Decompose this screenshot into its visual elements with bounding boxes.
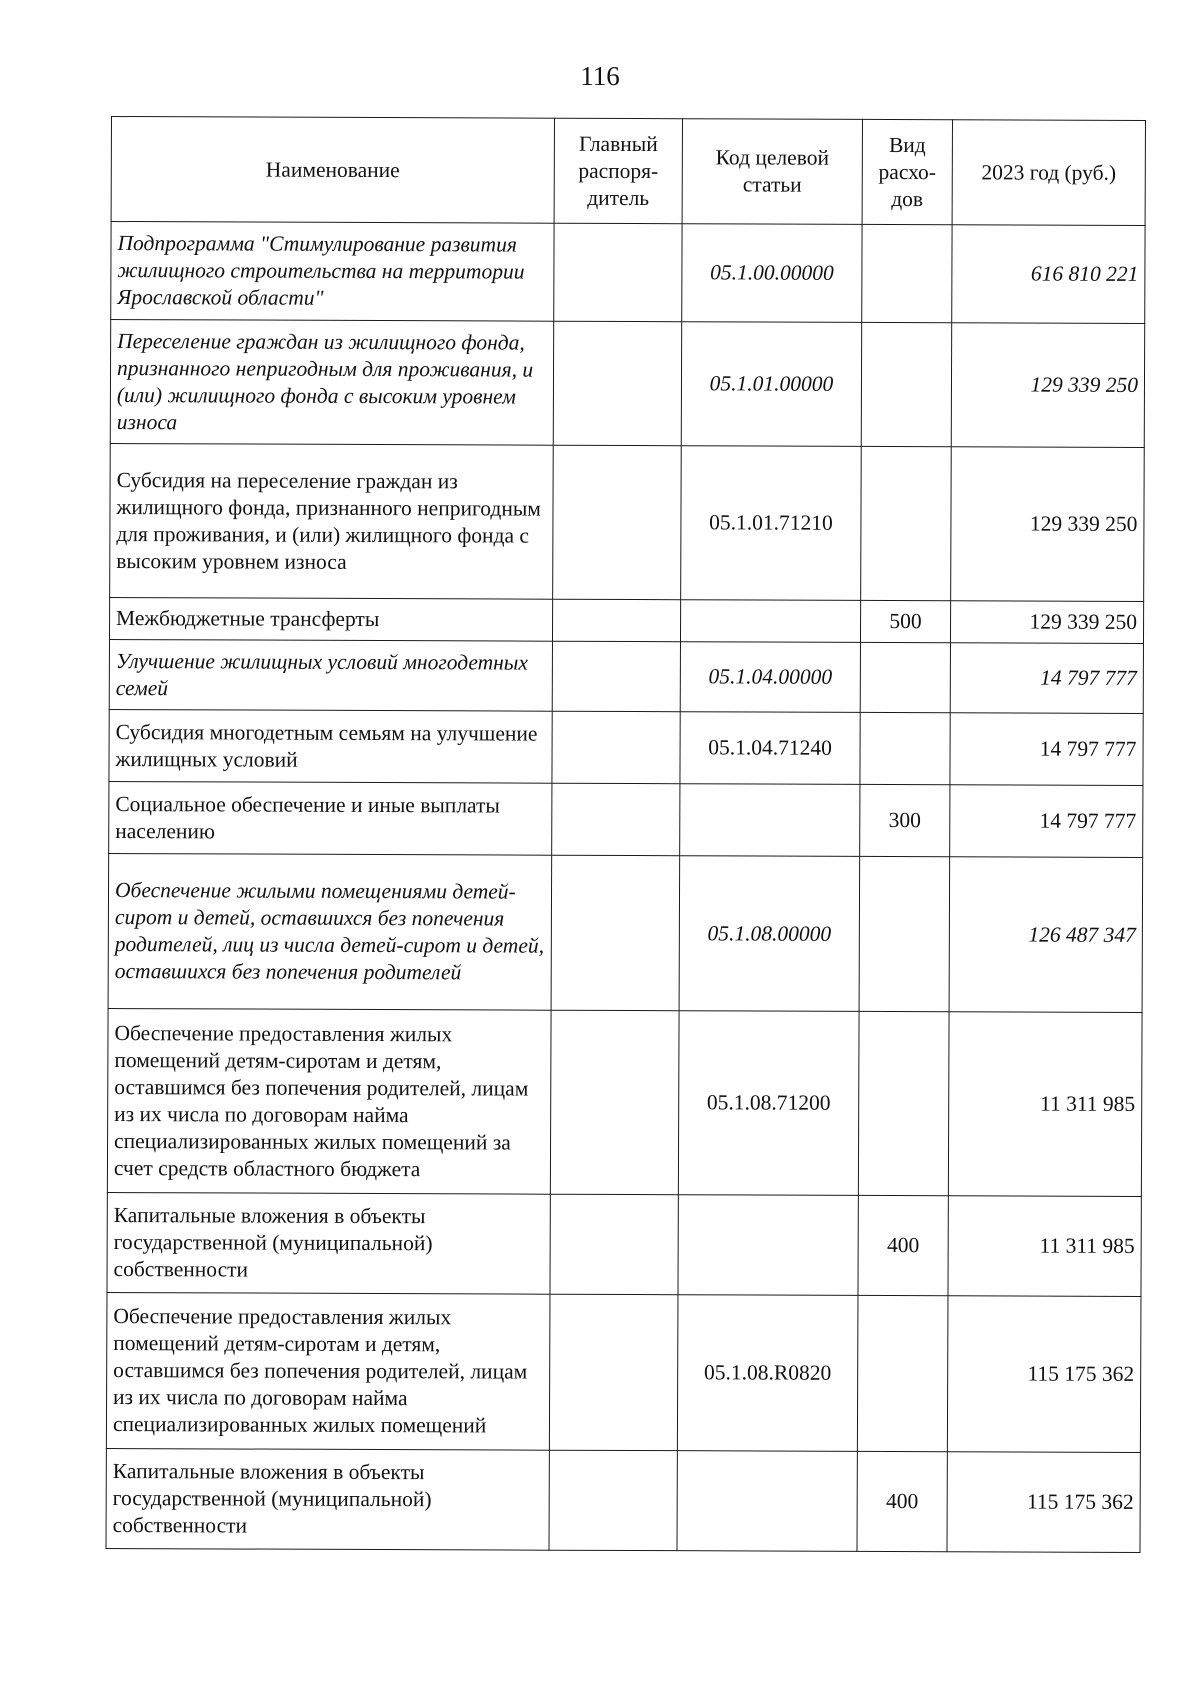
row-type — [858, 1011, 949, 1195]
header-row — [111, 117, 1145, 226]
row-name: Обеспечение предоставления жилых помещений детям-сиротам и детям, оставшимся без попечения родителей, лицам из их числа по договорам найма специализированных жилых помещений — [106, 1292, 550, 1450]
header-amount: 2023 год (руб.) — [952, 120, 1145, 226]
row-type: 300 — [860, 784, 950, 856]
table-row — [109, 781, 1143, 857]
row-name: Обеспечение жилыми помещениями детей-сирот и детей, оставшихся без попечения родителей, лиц из числа детей-сирот и детей, оставшихся без попечения родителей — [108, 853, 552, 1010]
row-amount: 129 339 250 — [951, 323, 1144, 448]
row-manager — [552, 783, 680, 855]
row-code: 05.1.01.00000 — [681, 322, 861, 447]
header-code: Код целевой статьи — [682, 119, 862, 225]
row-amount: 14 797 777 — [950, 785, 1143, 858]
row-amount: 115 175 362 — [947, 1296, 1141, 1453]
row-name: Обеспечение предоставления жилых помещений детям-сиротам и детям, оставшимся без попечения родителей, лицам из их числа по договорам найма специализированных жилых помещений за счет средств областного бюджета — [107, 1008, 551, 1194]
table-row — [108, 853, 1143, 1012]
row-amount: 14 797 777 — [950, 643, 1143, 714]
row-type: 500 — [860, 600, 950, 642]
row-type — [857, 1295, 948, 1451]
row-code: 05.1.00.00000 — [682, 224, 862, 323]
table-row — [107, 1192, 1141, 1296]
row-amount: 616 810 221 — [952, 225, 1145, 324]
row-type — [860, 712, 950, 784]
row-type — [861, 446, 952, 600]
row-name: Социальное обеспечение и иные выплаты населению — [109, 781, 552, 855]
table-row — [110, 320, 1144, 448]
row-amount: 11 311 985 — [948, 1012, 1142, 1197]
row-manager — [554, 223, 682, 321]
row-name: Подпрограмма "Стимулирование развития жилищного строительства на территории Ярославской области" — [111, 222, 554, 322]
row-type: 400 — [857, 1451, 947, 1551]
row-manager — [552, 599, 680, 641]
row-code: 05.1.08.71200 — [678, 1011, 859, 1196]
row-name: Субсидия многодетным семьям на улучшение жилищных условий — [109, 709, 552, 783]
row-manager — [552, 641, 680, 711]
row-amount: 11 311 985 — [948, 1196, 1141, 1297]
row-type — [860, 642, 950, 712]
row-amount: 115 175 362 — [947, 1452, 1140, 1553]
table-row — [110, 443, 1145, 601]
row-code: 05.1.04.71240 — [680, 712, 860, 785]
table-row — [107, 1008, 1142, 1196]
row-code: 05.1.08.R0820 — [677, 1295, 858, 1452]
page-number: 116 — [580, 61, 620, 91]
row-code — [680, 784, 860, 857]
table-row — [109, 709, 1143, 785]
row-name: Улучшение жилищных условий многодетных семей — [109, 639, 552, 711]
row-code: 05.1.04.00000 — [680, 642, 860, 713]
budget-table — [105, 116, 1145, 1553]
header-type: Вид расхо-дов — [862, 119, 952, 224]
row-type — [861, 322, 951, 446]
row-manager — [549, 1294, 678, 1450]
header-name: Наименование — [111, 117, 554, 224]
row-amount: 129 339 250 — [950, 601, 1143, 644]
row-code — [680, 600, 860, 643]
row-code — [678, 1195, 858, 1296]
row-amount: 126 487 347 — [949, 857, 1143, 1013]
row-manager — [553, 445, 682, 599]
row-code: 05.1.01.71210 — [681, 446, 862, 601]
row-amount: 14 797 777 — [950, 713, 1143, 786]
table-row — [111, 222, 1145, 324]
table-row — [109, 639, 1143, 713]
row-amount: 129 339 250 — [951, 447, 1145, 602]
row-type: 400 — [858, 1195, 948, 1295]
row-name: Субсидия на переселение граждан из жилищного фонда, признанного непригодным для проживания, и (или) жилищного фонда с высоким уровнем износа — [110, 443, 554, 599]
row-name: Межбюджетные трансферты — [109, 597, 552, 641]
row-manager — [551, 855, 680, 1010]
table-row — [106, 1448, 1140, 1552]
row-manager — [553, 321, 681, 445]
row-type — [862, 224, 952, 322]
row-type — [859, 856, 950, 1011]
table-body — [106, 222, 1145, 1553]
row-manager — [552, 711, 680, 783]
row-manager — [550, 1194, 678, 1294]
row-name: Капитальные вложения в объекты государственной (муниципальной) собственности — [107, 1192, 550, 1294]
row-name: Капитальные вложения в объекты государственной (муниципальной) собственности — [106, 1448, 549, 1550]
row-code — [677, 1451, 857, 1552]
table-row — [109, 597, 1143, 643]
header-manager: Главный распоря-дитель — [554, 118, 682, 223]
row-code: 05.1.08.00000 — [679, 856, 860, 1012]
table-row — [106, 1292, 1141, 1452]
row-name: Переселение граждан из жилищного фонда, признанного непригодным для проживания, и (или) жилищного фонда с высоким уровнем износа — [110, 320, 553, 446]
row-manager — [550, 1010, 679, 1194]
row-manager — [549, 1450, 677, 1550]
